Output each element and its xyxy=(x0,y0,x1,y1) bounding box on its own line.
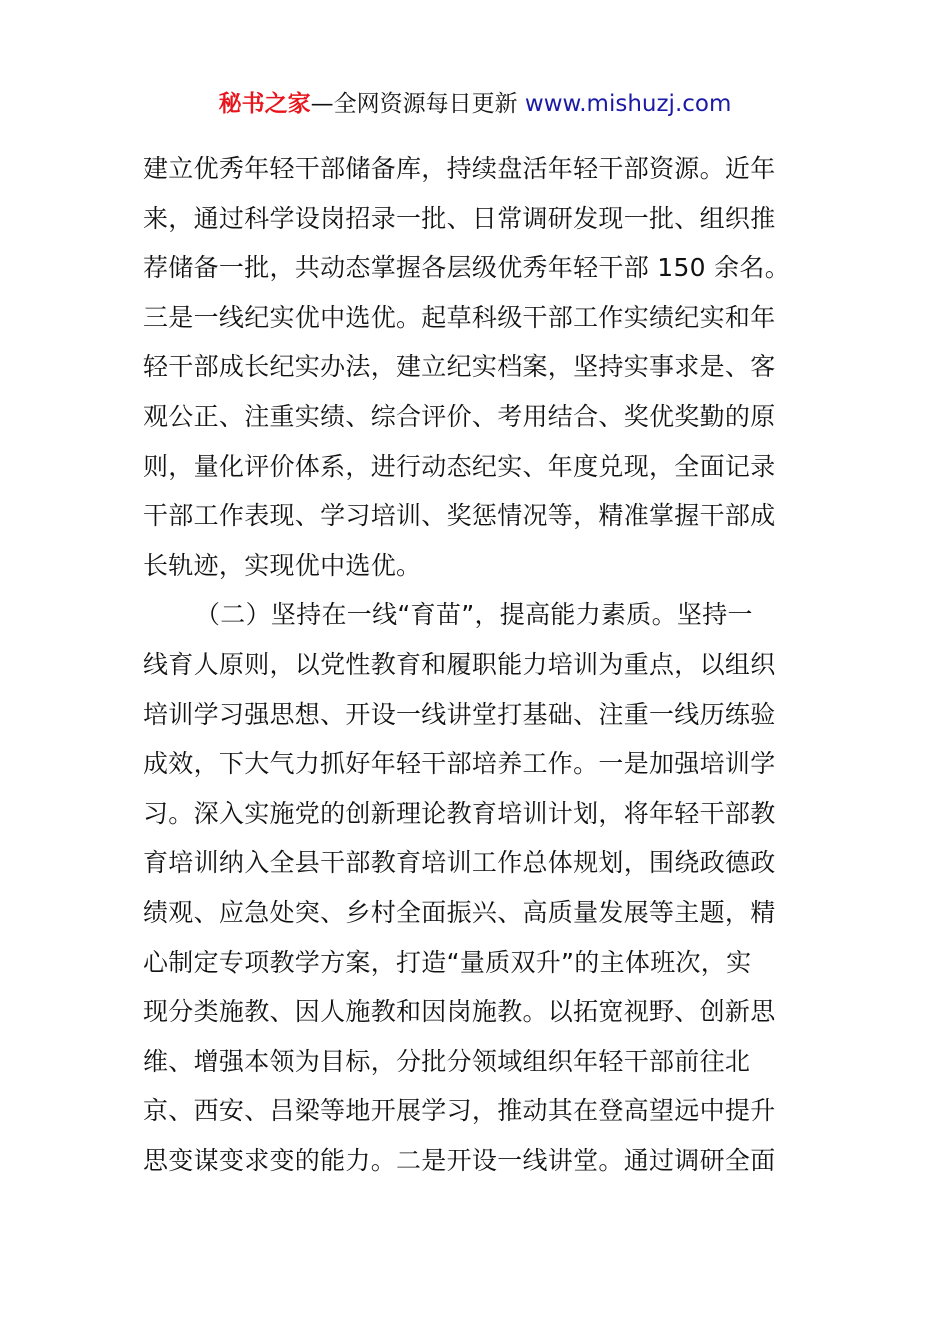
text-line: 三是一线纪实优中选优。起草科级干部工作实绩纪实和年 xyxy=(143,302,776,332)
text-line: 成效，下大气力抓好年轻干部培养工作。一是加强培训学 xyxy=(143,749,776,779)
text-line: 建立优秀年轻干部储备库，持续盘活年轻干部资源。近年 xyxy=(143,154,776,183)
document-body xyxy=(143,144,807,1185)
site-url-link[interactable]: www.mishuzj.com xyxy=(524,91,732,117)
text-line: 培训学习强思想、开设一线讲堂打基础、注重一线历练验 xyxy=(143,699,776,729)
text-line: 心制定专项教学方案，打造“量质双升”的主体班次，实 xyxy=(143,947,752,977)
text-line: 育培训纳入全县干部教育培训工作总体规划，围绕政德政 xyxy=(143,848,776,878)
text-line: 维、增强本领为目标，分批分领域组织年轻干部前往北 xyxy=(143,1046,751,1076)
text-line: 习。深入实施党的创新理论教育培训计划，将年轻干部教 xyxy=(143,798,776,828)
text-line: 绩观、应急处突、乡村全面振兴、高质量发展等主题，精 xyxy=(143,897,776,927)
text-line: 现分类施教、因人施教和因岗施教。以拓宽视野、创新思 xyxy=(143,997,776,1027)
text-line: 京、西安、吕梁等地开展学习，推动其在登高望远中提升 xyxy=(143,1096,776,1126)
text-line: 轻干部成长纪实办法，建立纪实档案，坚持实事求是、客 xyxy=(143,352,776,382)
text-line: 思变谋变求变的能力。二是开设一线讲堂。通过调研全面 xyxy=(143,1145,776,1175)
text-line: 长轨迹，实现优中选优。 xyxy=(143,550,422,580)
brand-name: 秘书之家 xyxy=(218,91,311,117)
text-line: 荐储备一批，共动态掌握各层级优秀年轻干部 150 余名。 xyxy=(143,253,791,283)
site-header xyxy=(0,86,950,122)
text-line: 干部工作表现、学习培训、奖惩情况等，精准掌握干部成 xyxy=(143,501,776,531)
text-line: 来，通过科学设岗招录一批、日常调研发现一批、组织推 xyxy=(143,203,776,233)
text-line: 则，量化评价体系，进行动态纪实、年度兑现，全面记录 xyxy=(143,451,776,481)
header-tagline: —全网资源每日更新 xyxy=(310,91,525,117)
text-line: 线育人原则，以党性教育和履职能力培训为重点，以组织 xyxy=(143,649,776,679)
section-heading-line: （二）坚持在一线“育苗”，提高能力素质。坚持一 xyxy=(195,600,753,630)
text-line: 观公正、注重实绩、综合评价、考用结合、奖优奖勤的原 xyxy=(143,401,776,431)
